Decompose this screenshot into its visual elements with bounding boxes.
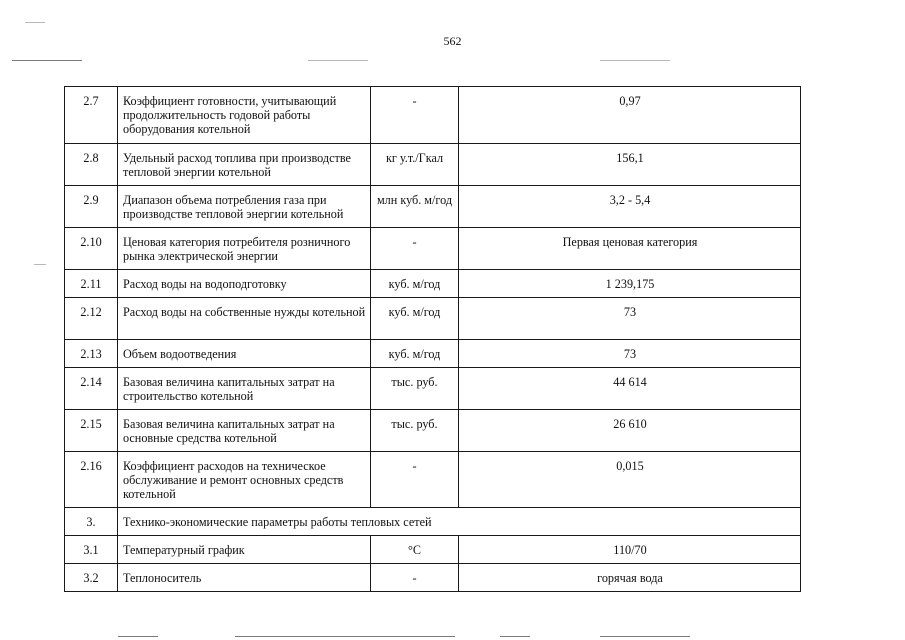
unit-cell: куб. м/год [371, 270, 459, 298]
parameter-name: Расход воды на собственные нужды котельной [118, 298, 371, 340]
value-cell: 73 [459, 298, 801, 340]
parameter-name: Диапазон объема потребления газа при производстве тепловой энергии котельной [118, 186, 371, 228]
parameter-name: Теплоноситель [118, 564, 371, 592]
scan-artifact [25, 22, 45, 23]
table-row [65, 228, 801, 270]
scan-artifact [600, 60, 670, 61]
parameters-table [64, 86, 801, 592]
parameter-name: Ценовая категория потребителя розничного рынка электрической энергии [118, 228, 371, 270]
table-row [65, 340, 801, 368]
unit-cell: млн куб. м/год [371, 186, 459, 228]
table-row [65, 564, 801, 592]
unit-cell: - [371, 452, 459, 508]
unit-cell: тыс. руб. [371, 410, 459, 452]
value-cell: 0,97 [459, 87, 801, 144]
table-row [65, 87, 801, 144]
row-number: 2.8 [65, 144, 118, 186]
row-number: 2.7 [65, 87, 118, 144]
scan-artifact [34, 264, 46, 265]
scan-artifact [235, 636, 455, 637]
scan-artifact [118, 636, 158, 637]
row-number: 2.9 [65, 186, 118, 228]
row-number: 2.13 [65, 340, 118, 368]
value-cell: Первая ценовая категория [459, 228, 801, 270]
value-cell: 3,2 - 5,4 [459, 186, 801, 228]
table-row [65, 410, 801, 452]
parameter-name: Объем водоотведения [118, 340, 371, 368]
value-cell: 26 610 [459, 410, 801, 452]
page-number: 562 [443, 34, 462, 48]
unit-cell: тыс. руб. [371, 368, 459, 410]
scan-artifact [12, 60, 82, 61]
row-number: 2.14 [65, 368, 118, 410]
table-row [65, 536, 801, 564]
section-number: 3. [65, 508, 118, 536]
unit-cell: °C [371, 536, 459, 564]
table-row [65, 368, 801, 410]
unit-cell: - [371, 87, 459, 144]
value-cell: 0,015 [459, 452, 801, 508]
table-row [65, 144, 801, 186]
scan-artifact [500, 636, 530, 637]
parameter-name: Расход воды на водоподготовку [118, 270, 371, 298]
row-number: 2.12 [65, 298, 118, 340]
table-row [65, 186, 801, 228]
scan-artifact [600, 636, 690, 637]
table-row [65, 452, 801, 508]
parameter-name: Удельный расход топлива при производстве тепловой энергии котельной [118, 144, 371, 186]
row-number: 3.1 [65, 536, 118, 564]
row-number: 2.15 [65, 410, 118, 452]
parameter-name: Базовая величина капитальных затрат на основные средства котельной [118, 410, 371, 452]
section-header-row [65, 508, 801, 536]
parameter-name: Коэффициент готовности, учитывающий продолжительность годовой работы оборудования котельной [118, 87, 371, 144]
row-number: 3.2 [65, 564, 118, 592]
value-cell: 1 239,175 [459, 270, 801, 298]
value-cell: 44 614 [459, 368, 801, 410]
table-row [65, 298, 801, 340]
parameters-table-body [65, 87, 801, 592]
section-title: Технико-экономические параметры работы тепловых сетей [118, 508, 801, 536]
value-cell: 73 [459, 340, 801, 368]
unit-cell: - [371, 228, 459, 270]
unit-cell: кг у.т./Гкал [371, 144, 459, 186]
row-number: 2.10 [65, 228, 118, 270]
row-number: 2.11 [65, 270, 118, 298]
parameter-name: Коэффициент расходов на техническое обслуживание и ремонт основных средств котельной [118, 452, 371, 508]
unit-cell: - [371, 564, 459, 592]
table-row [65, 270, 801, 298]
parameter-name: Температурный график [118, 536, 371, 564]
unit-cell: куб. м/год [371, 298, 459, 340]
unit-cell: куб. м/год [371, 340, 459, 368]
value-cell: 156,1 [459, 144, 801, 186]
value-cell: горячая вода [459, 564, 801, 592]
parameter-name: Базовая величина капитальных затрат на строительство котельной [118, 368, 371, 410]
row-number: 2.16 [65, 452, 118, 508]
value-cell: 110/70 [459, 536, 801, 564]
scan-artifact [308, 60, 368, 61]
